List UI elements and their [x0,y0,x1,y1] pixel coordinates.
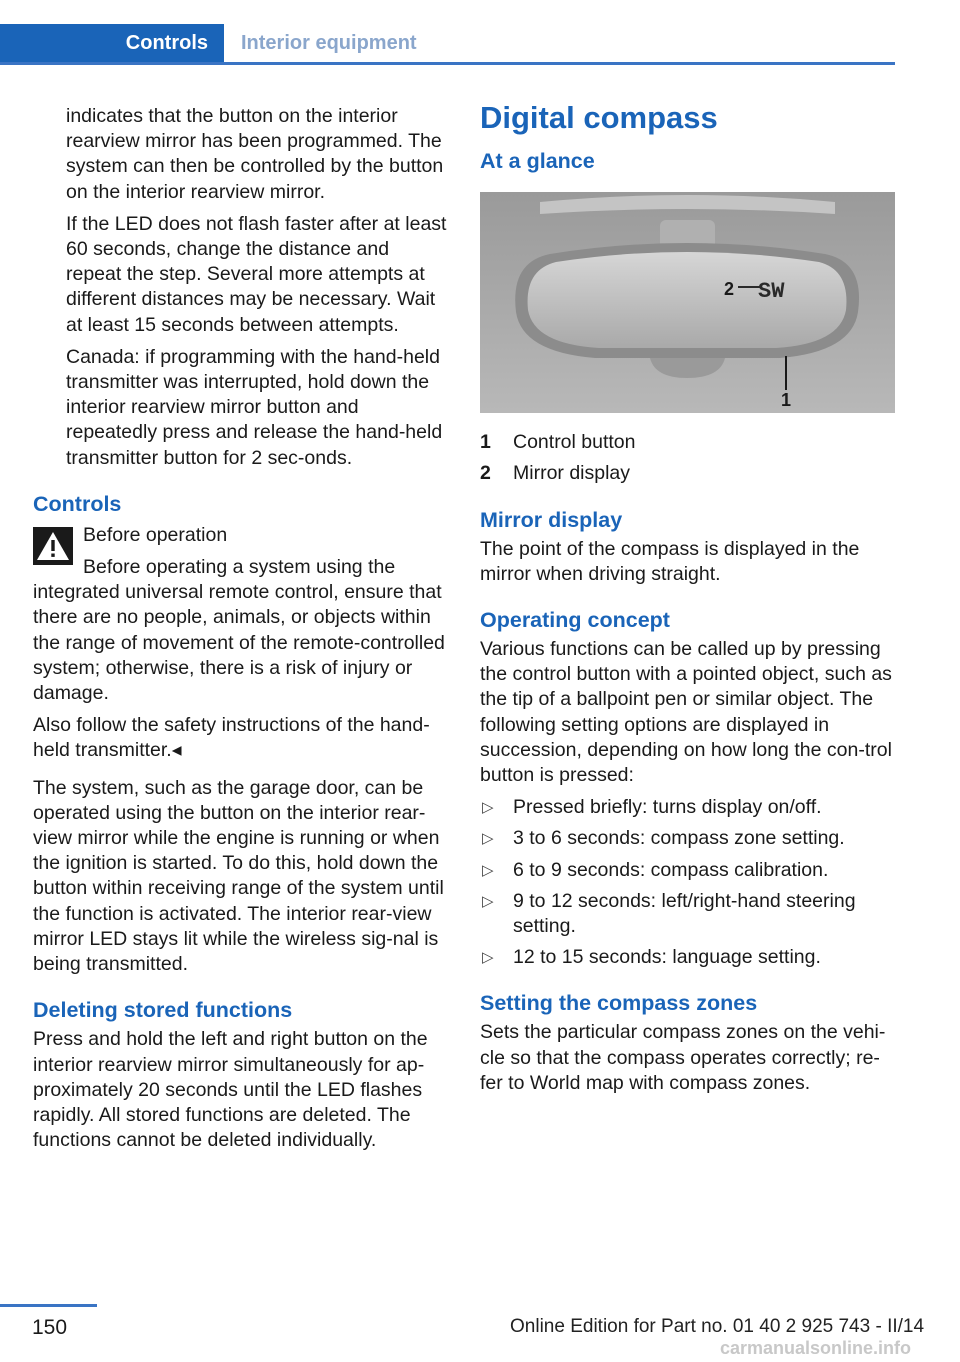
intro-paragraph-1: indicates that the button on the interior rearview mirror has been programmed. The system can then be controlled by the button on the interior rearview mirror. [66,105,444,203]
bullet-triangle-icon: ▷ [482,861,494,879]
legend [480,430,895,486]
subsection-tab: Interior equipment [241,32,417,54]
list-item: ▷ 9 to 12 seconds: left/right-hand steering setting. [482,889,856,938]
warning-text: Before operating a system using the integrated universal remote control, ensure that there are no people, animals, or objects within the range of movement of the remote-controlled system; otherwise, there is a risk of injury or damage. [33,556,445,705]
callout-2: 2 [724,279,735,299]
intro-paragraph-2: If the LED does not flash faster after at least 60 seconds, change the distance and repeat the step. Several more attempts at different distances may be necessary. Wait at least 15 seconds between attempts. [66,212,447,336]
legend-item [480,461,895,486]
list-item: ▷ Pressed briefly: turns display on/off. [480,795,895,820]
operating-text: Various functions can be called up by pressing the control button with a pointed object, such as the tip of a ballpoint pen or similar object. The following setting options are displayed in succession, depending on how long the con-trol button is pressed: [480,638,892,787]
warning-title: Before operation [83,523,228,546]
list-item: ▷ 3 to 6 seconds: compass zone setting. [480,826,895,851]
deleting-heading: Deleting stored functions [33,998,293,1023]
legend-number: 2 [480,462,491,485]
operation-text: The system, such as the garage door, can be operated using the button on the interior rear-view mirror while the engine is running or when the ignition is started. To do this, hold down the button within receiving range of the system until the function is activated. The interior rear-view mirror LED stays lit while the wireless sig-nal is being transmitted. [33,776,444,976]
legend-label: Mirror display [513,462,631,485]
legend-number: 1 [480,431,491,454]
legend-item [480,430,895,455]
mirror-display-heading: Mirror display [480,507,623,532]
options-list [480,795,895,970]
watermark: carmanualsonline.info [720,1338,912,1358]
mirror-photo [480,192,895,413]
edition-text: Online Edition for Part no. 01 40 2 925 743 - II/14 [510,1316,925,1337]
intro-paragraph-3: Canada: if programming with the hand-held transmitter was interrupted, hold down the interior rearview mirror button and repeatedly press and release the hand-held transmitter button for 2 sec-onds. [66,345,443,469]
list-item: ▷ 12 to 15 seconds: language setting. [480,945,895,970]
deleting-text: Press and hold the left and right button on the interior rearview mirror simultaneously for ap-proximately 20 seconds until the LED flashes rapidly. All stored functions are deleted. The functions cannot be deleted individually. [33,1028,428,1152]
operating-heading: Operating concept [480,608,670,633]
callout-1: 1 [781,390,792,410]
controls-heading: Controls [33,491,122,516]
list-item: ▷ 6 to 9 seconds: compass calibration. [480,858,895,883]
warning-block [33,523,447,706]
bullet-triangle-icon: ▷ [482,892,494,910]
header-bar [0,24,895,65]
right-column [480,98,895,1103]
zones-text: Sets the particular compass zones on the vehi-cle so that the compass operates correctly; re-fer to World map with compass zones. [480,1021,886,1094]
section-tab: Controls [0,24,224,62]
left-column [33,104,447,1160]
bullet-triangle-icon: ▷ [482,830,494,848]
footer-rule [0,1304,97,1307]
page-number: 150 [32,1316,68,1339]
bullet-triangle-icon: ▷ [482,799,494,817]
legend-label: Control button [513,431,636,454]
page-title: Digital compass [480,100,718,135]
warning-triangle-icon [33,527,73,565]
display-readout: SW [758,279,785,304]
zones-heading: Setting the compass zones [480,991,758,1016]
mirror-display-text: The point of the compass is displayed in the mirror when driving straight. [480,537,860,585]
at-a-glance-heading: At a glance [480,149,595,173]
bullet-triangle-icon: ▷ [482,949,494,967]
safety-text: Also follow the safety instructions of the hand-held transmitter.◂ [33,714,430,762]
